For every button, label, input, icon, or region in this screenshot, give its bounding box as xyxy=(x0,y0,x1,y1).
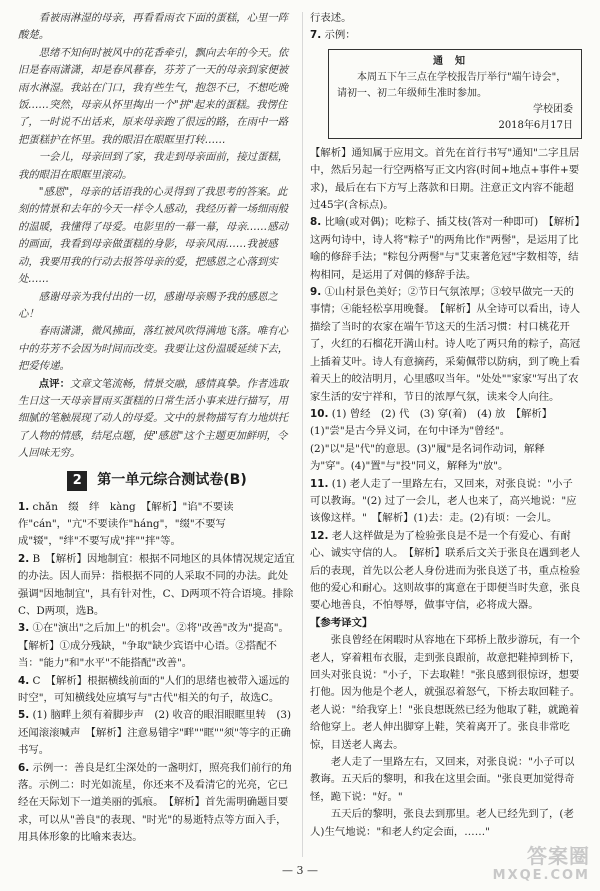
answer-number: 10. xyxy=(310,407,329,420)
answer-text: ①山村景色美好；②节日气氛浓厚；③较早做完一天的事情；④能轻松享用晚餐。 【解析】从全诗可以看出，诗人描绘了当时的农家在端午节这天的生活习惯：村口桃花开了，火红的石榴花开满山村。诗人吃了两只角的粽子，高冠上插着艾叶。诗人有意摘药，采菊佩带以防病，到了晚上看着天上的皎洁明月，心里感叹当年。"处处""家家"写出了农家生活的安宁祥和，节日的浓厚气氛，读来令人向往。 xyxy=(310,286,581,403)
answer-number: 2. xyxy=(18,552,30,565)
answer-item xyxy=(310,145,582,215)
answer-text: (1) 曾经 (2) 代 (3) 穿(着) (4) 放 【解析】(1)"尝"是古今异义词，在句中译为"曾经"。(2)"以"是"代"的意思。(3)"履"是名词作动词，解释为"穿"。(4)"置"与"投"同义，解释为"放"。 xyxy=(310,407,553,473)
continued-line: 行表述。 xyxy=(310,12,352,24)
answer-text: 比喻(或对偶)；吃粽子、插艾枝(答对一种即可) 【解析】这两句诗中，诗人将"粽子"的两角比作"两髻"，是运用了比喻的修辞手法；"粽包分两髻"与"艾束著危冠"字数相等，结构相同，是运用了对偶的修辞手法。 xyxy=(310,216,580,281)
answer-number: 7. xyxy=(310,29,322,42)
essay-paragraph: 看被雨淋湿的母亲，再看看雨衣下面的蛋糕，心里一阵酸楚。 xyxy=(18,12,289,42)
translation-label-text: 【参考译文】 xyxy=(310,616,373,629)
page-number: — 3 — xyxy=(282,864,318,877)
answer-text: chǎn 缀 绊 kàng 【解析】"谄"不要读作"cán"，"亢"不要读作"háng"，"缀"不要写成"辍"，"绊"不要写成"拌""拌"等。 xyxy=(18,500,234,548)
answer-number: 12. xyxy=(310,529,329,542)
answer-item xyxy=(18,620,296,672)
answer-item xyxy=(310,406,582,476)
translation-paragraph: 五天后的黎明，张良去到那里。老人已经先到了，(老人)生气地说："和老人约定会面，……" xyxy=(310,808,574,838)
answer-item xyxy=(310,476,582,528)
watermark-text: 答案圈 xyxy=(527,844,590,868)
answer-number: 3. xyxy=(18,622,30,635)
translation-label xyxy=(310,615,582,632)
answer-item xyxy=(310,284,582,406)
answer-number: 4. xyxy=(18,674,30,687)
notice-box xyxy=(328,49,582,139)
translation-paragraph: 张良曾经在闲暇时从容地在下邳桥上散步游玩，有一个老人，穿着粗布衣服，走到张良跟前，故意把鞋掉到桥下，回头对张良说："小子，下去取鞋！"张良感到很惊讶，想要打他。因为他是个老人，就强忍着怒气，下桥去取回鞋子。老人说："给我穿上！"张良想既然已经为他取了鞋，就跪着给他穿上。老人伸出脚穿上鞋，笑着离开了。张良非常吃惊，目送老人离去。 xyxy=(310,634,581,751)
left-column xyxy=(18,10,296,847)
essay-paragraph: 思绪不知何时被风中的花香牵引，飘向去年的今天。依旧是春雨潇潇，却是春风暮春，芬芳了一天的母亲到家便被雨水淋湿。我站在门口，我有些生气，抱怨不已，不想吃晚饭……突然，母亲从怀里掏出一个"拼"起来的蛋糕。我愣住了，一时说不出话来，原来母亲跑了很远的路，在雨中一路把蛋糕护在怀里。我的眼泪在眼眶里打转…… xyxy=(18,46,289,146)
answer-text: ①在"演出"之后加上"的机会"。②将"改善"改为"提高"。 【解析】①成分残缺，"争取"缺少宾语中心语。②搭配不当："能力"和"水平"不能搭配"改善"。 xyxy=(18,622,295,670)
essay-paragraph: 春雨潇潇，微风拂面，落红被风吹得满地飞落。唯有心中的芬芳不会因为时间而改变。我要让这份温暖延续下去，把爱传递。 xyxy=(18,325,289,373)
answer-text: 示例： xyxy=(324,29,356,42)
watermark-logo xyxy=(493,846,590,886)
notice-signature: 学校团委 xyxy=(533,103,573,115)
notice-date: 2018年6月17日 xyxy=(498,119,573,131)
notice-title: 通知 xyxy=(433,55,477,67)
answer-number: 6. xyxy=(18,761,30,774)
right-column xyxy=(310,10,582,841)
answer-item xyxy=(18,499,296,551)
answer-item xyxy=(18,760,296,847)
answer-text: (1) 脑畔上须有着脚步声 (2) 收音的眼泪眼眶里转 (3) 还闻滚滚喊声 【解析】注意易错字"畔""眶""须"等字的正确书写。 xyxy=(18,709,292,757)
comment-text: 文章文笔流畅，情景交融，感情真挚。作者选取生日这一天母亲冒雨买蛋糕的日常生活小事来进行描写，用细腻的笔触展现了动人的母爱。文中的景物描写有力地烘托了人物的情感，结尾点题，使"感恩"这个主题更加鲜明，令人回味无穷。 xyxy=(18,377,289,460)
answer-number: 5. xyxy=(18,709,30,722)
answer-item xyxy=(18,551,296,621)
answer-number: 1. xyxy=(18,500,30,513)
answer-item xyxy=(310,27,582,44)
answer-item xyxy=(310,214,582,284)
answer-text: 【解析】通知属于应用文。首先在首行书写"通知"二字且居中，然后另起一行空两格写正文内容(时间+地点+事件+要求)，最后在右下方写上落款和日期。注意正文内容不能超过45字(含标点)。 xyxy=(310,146,580,212)
section-heading xyxy=(18,471,296,491)
answer-item xyxy=(18,673,296,708)
section-number: 2 xyxy=(67,471,87,491)
essay-paragraph: 一会儿，母亲回到了家，我走到母亲面前，接过蛋糕，我的眼泪在眼眶里滚动。 xyxy=(18,151,289,181)
essay-paragraph: "感恩"，母亲的话语我的心灵得到了我思考的答案。此刻的情景和去年的今天一样令人感动，我经历着一场细雨般的温暖，我懂得了母爱。电影里的一幕一幕，母亲……感动的画面，我看到母亲做蛋糕的身影，母亲风雨……我被感动，我要用我的行动去报答母亲的爱，把感恩之心落到实处…… xyxy=(18,186,289,286)
answer-item xyxy=(310,528,582,615)
answer-text: B 【解析】因地制宜：根据不同地区的具体情况规定适宜的办法。因人而异：指根据不同的人采取不同的办法。此处强调"因地制宜"，具有针对性，C、D两项不符合语境。排除C、D两项，选B。 xyxy=(18,552,295,617)
translation-paragraph: 老人走了一里路左右，又回来，对张良说："小子可以教诲。五天后的黎明，和我在这里会面。"张良更加觉得奇怪，跪下说："好。" xyxy=(310,756,575,803)
essay-comment xyxy=(18,376,296,463)
answer-text: C 【解析】根据横线前面的"人们的思绪也被带入遥远的时空"，可知横线处应填写与"古代"相关的句子，故选C。 xyxy=(18,674,290,705)
answer-number: 8. xyxy=(310,216,322,229)
answer-text: 老人这样做是为了检验张良是不是一个有爱心、有耐心、诚实守信的人。 【解析】联系后文关于张良在遇到老人后的表现，首先以公老人身份进而为张良送了书，重点检验他的爱心和耐心。这则故事的寓意在于即便当时失意，张良要心地善良，不怕辱辱，做事守信，必将成大器。 xyxy=(310,529,581,612)
comment-label: 点评： xyxy=(38,377,70,390)
answer-number: 9. xyxy=(310,286,322,299)
column-divider xyxy=(302,12,303,857)
watermark-url: MXQE.COM xyxy=(492,868,590,883)
answer-text: (1) 老人走了一里路左右，又回来，对张良说："小子可以教诲。"(2) 过了一会儿，老人也来了，高兴地说："应该像这样。" 【解析】(1)去：走。(2)有顷：一会儿。 xyxy=(310,477,577,525)
essay-paragraph: 感谢母亲为我付出的一切，感谢母亲赐予我的感恩之心！ xyxy=(18,290,278,320)
answer-number: 11. xyxy=(310,477,329,490)
notice-body: 本周五下午三点在学校报告厅举行"端午诗会"，请初一、初二年级师生准时参加。 xyxy=(337,71,567,99)
answer-text: 示例一：善良是红尘深处的一盏明灯，照亮我们前行的角落。示例二：时光如流星，你还来不及看清它的光亮，它已经在天际划下一道美丽的弧痕。 【解析】首先需明确题目要求，可以从"善良"的表现、"时光"的易逝特点等方面入手，用具体形象的比喻来表达。 xyxy=(18,761,293,844)
section-title: 第一单元综合测试卷(B) xyxy=(97,471,247,488)
answer-item xyxy=(18,707,296,759)
